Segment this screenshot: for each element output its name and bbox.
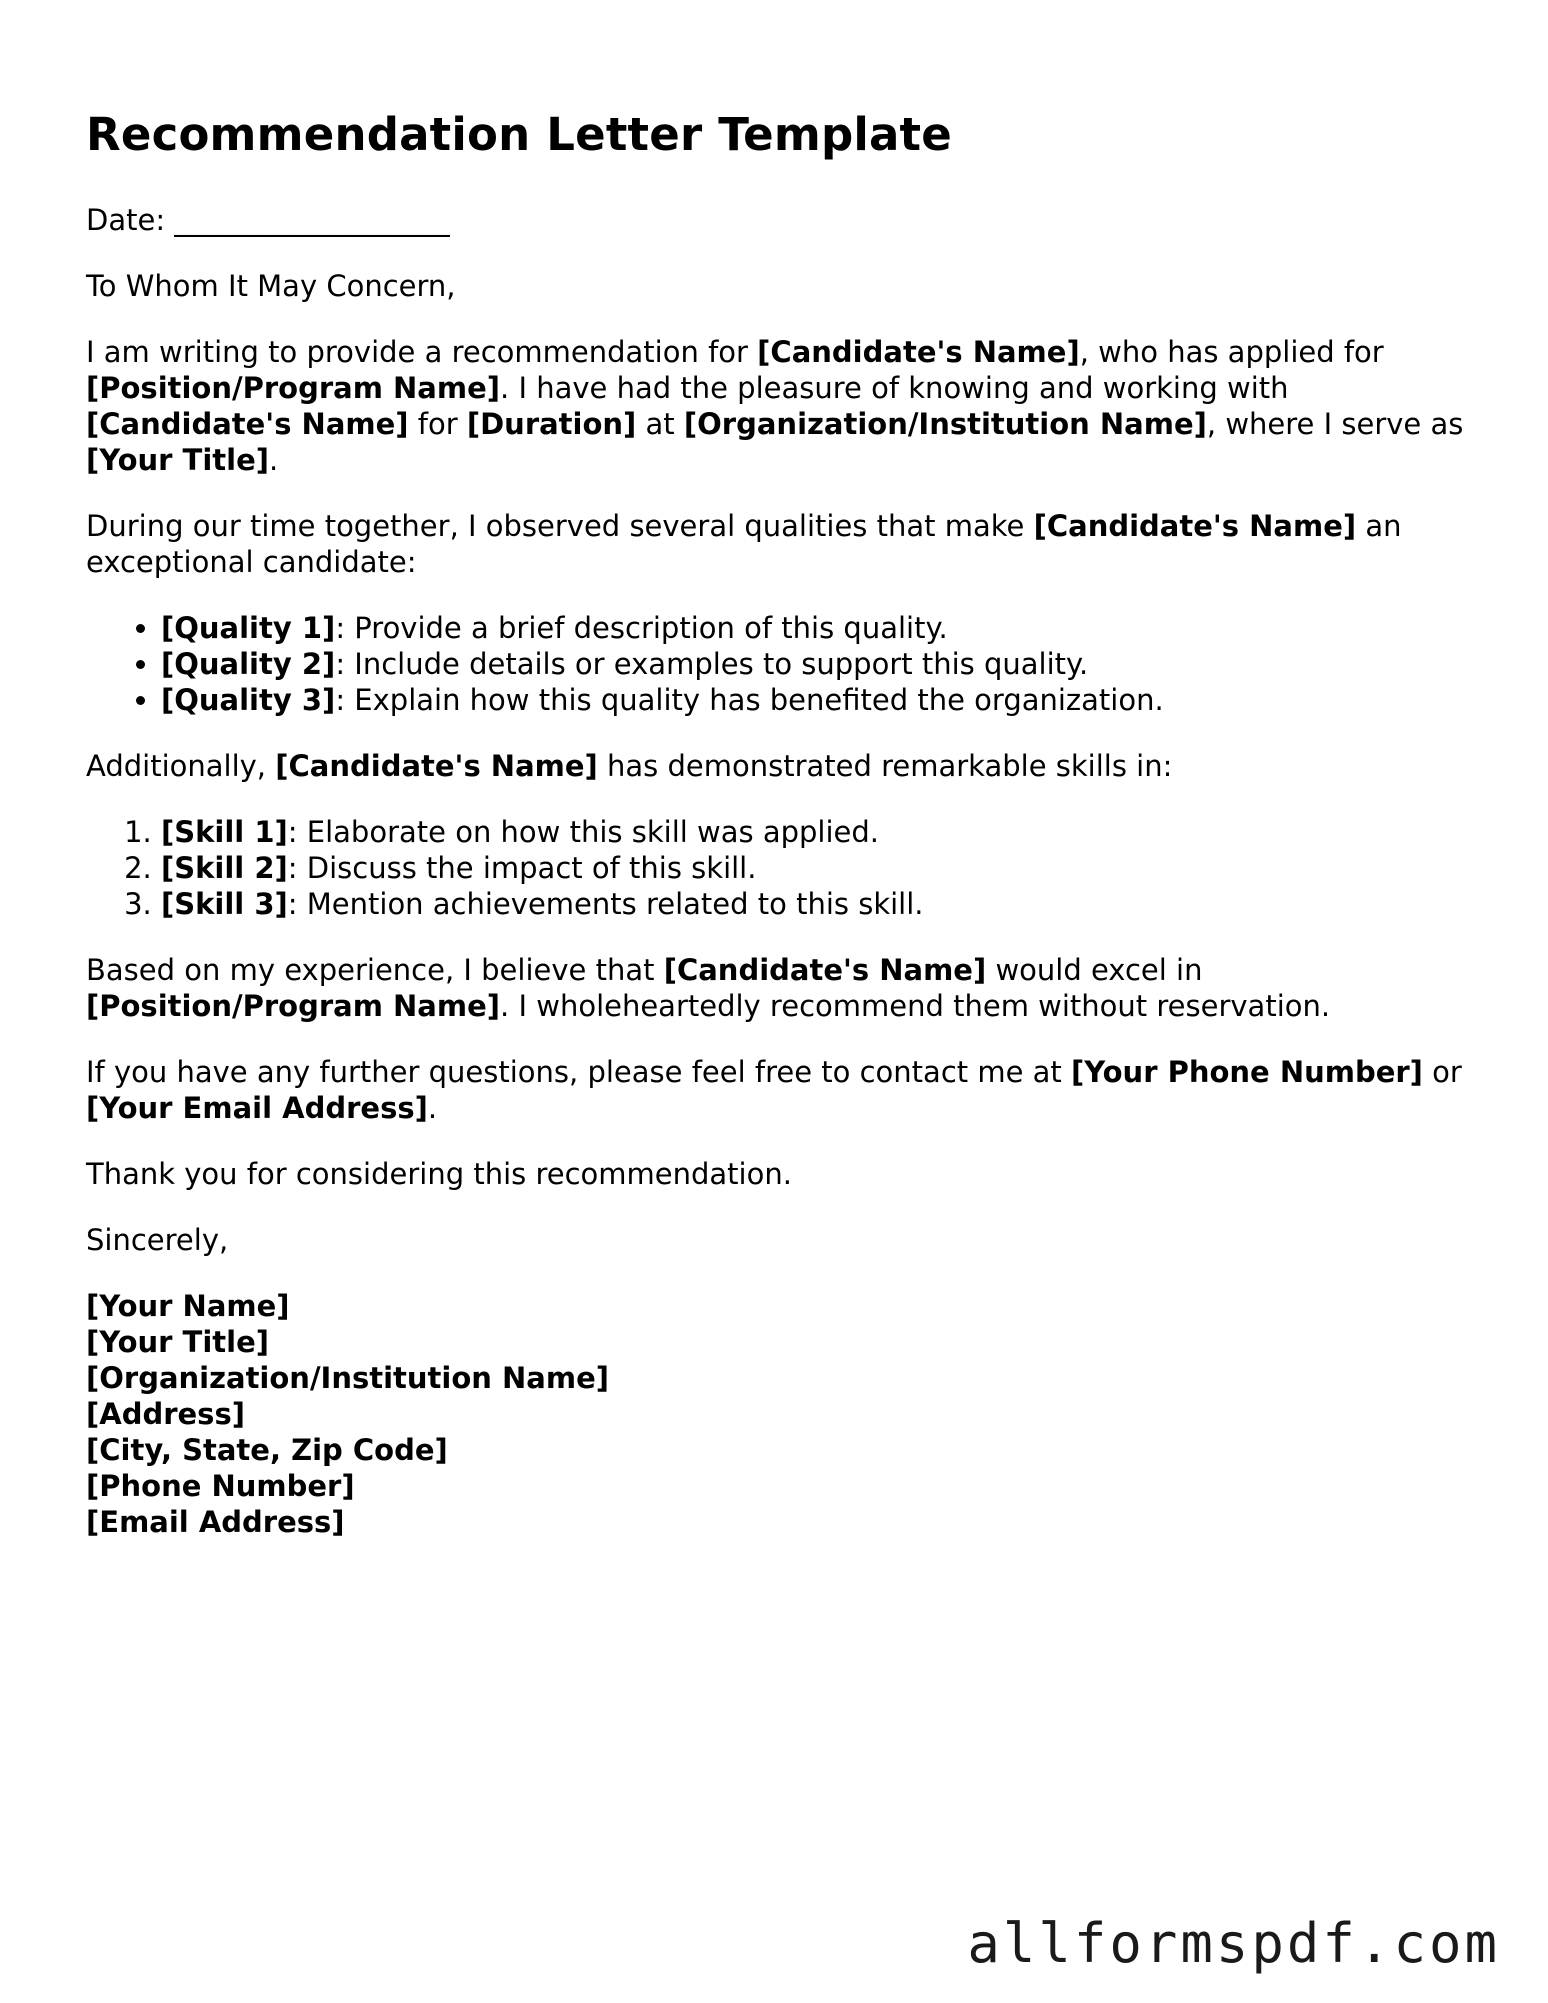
list-item: • [Quality 1]: Provide a brief description of this quality. bbox=[161, 610, 1476, 646]
list-item: 1. [Skill 1]: Elaborate on how this skill was applied. bbox=[161, 814, 1476, 850]
placeholder-email: [Your Email Address] bbox=[86, 1091, 428, 1125]
placeholder-position: [Position/Program Name] bbox=[86, 371, 501, 405]
signature-title: [Your Title] bbox=[86, 1325, 270, 1359]
skills-list bbox=[86, 814, 1476, 922]
placeholder-phone: [Your Phone Number] bbox=[1071, 1055, 1423, 1089]
salutation: To Whom It May Concern, bbox=[86, 269, 456, 303]
list-item: • [Quality 3]: Explain how this quality has benefited the organization. bbox=[161, 682, 1476, 718]
contact-paragraph: If you have any further questions, please feel free to contact me at [Your Phone Number] or [Your Email Address]. bbox=[86, 1055, 1462, 1125]
signature-block bbox=[86, 1288, 1476, 1540]
placeholder-organization: [Organization/Institution Name] bbox=[683, 407, 1207, 441]
skills-intro-paragraph: Additionally, [Candidate's Name] has demonstrated remarkable skills in: bbox=[86, 749, 1173, 783]
signature-address: [Address] bbox=[86, 1397, 245, 1431]
signature-city-state-zip: [City, State, Zip Code] bbox=[86, 1433, 448, 1467]
placeholder-candidate-name: [Candidate's Name] bbox=[757, 335, 1080, 369]
placeholder-duration: [Duration] bbox=[466, 407, 637, 441]
list-item: 3. [Skill 3]: Mention achievements related to this skill. bbox=[161, 886, 1476, 922]
signature-phone: [Phone Number] bbox=[86, 1469, 355, 1503]
list-item: 2. [Skill 2]: Discuss the impact of this skill. bbox=[161, 850, 1476, 886]
placeholder-your-title: [Your Title] bbox=[86, 443, 270, 477]
placeholder-position: [Position/Program Name] bbox=[86, 989, 501, 1023]
page-title: Recommendation Letter Template bbox=[86, 108, 952, 161]
recommendation-paragraph: Based on my experience, I believe that [Candidate's Name] would excel in [Position/Program Name]. I wholeheartedly recommend them without reservation. bbox=[86, 953, 1331, 1023]
placeholder-candidate-name: [Candidate's Name] bbox=[86, 407, 409, 441]
signature-organization: [Organization/Institution Name] bbox=[86, 1361, 609, 1395]
date-line: Date: ___________________ bbox=[86, 203, 450, 237]
qualities-list bbox=[86, 610, 1476, 718]
signature-name: [Your Name] bbox=[86, 1289, 290, 1323]
qualities-intro-paragraph: During our time together, I observed several qualities that make [Candidate's Name] an exceptional candidate: bbox=[86, 509, 1402, 579]
intro-paragraph: I am writing to provide a recommendation for [Candidate's Name], who has applied for [Position/Program Name]. I have had the pleasure of knowing and working with [Candidate's Name] for [Duration] at [Organization/Institution Name], where I serve as [Your Title]. bbox=[86, 335, 1464, 477]
placeholder-candidate-name: [Candidate's Name] bbox=[663, 953, 987, 987]
placeholder-candidate-name: [Candidate's Name] bbox=[1033, 509, 1357, 543]
placeholder-candidate-name: [Candidate's Name] bbox=[275, 749, 598, 783]
signature-email: [Email Address] bbox=[86, 1505, 345, 1539]
closing-line: Sincerely, bbox=[86, 1223, 229, 1257]
watermark: allformspdf.com bbox=[967, 1912, 1500, 1975]
thanks-line: Thank you for considering this recommendation. bbox=[86, 1157, 792, 1191]
letter-document bbox=[86, 106, 1476, 1540]
list-item: • [Quality 2]: Include details or examples to support this quality. bbox=[161, 646, 1476, 682]
